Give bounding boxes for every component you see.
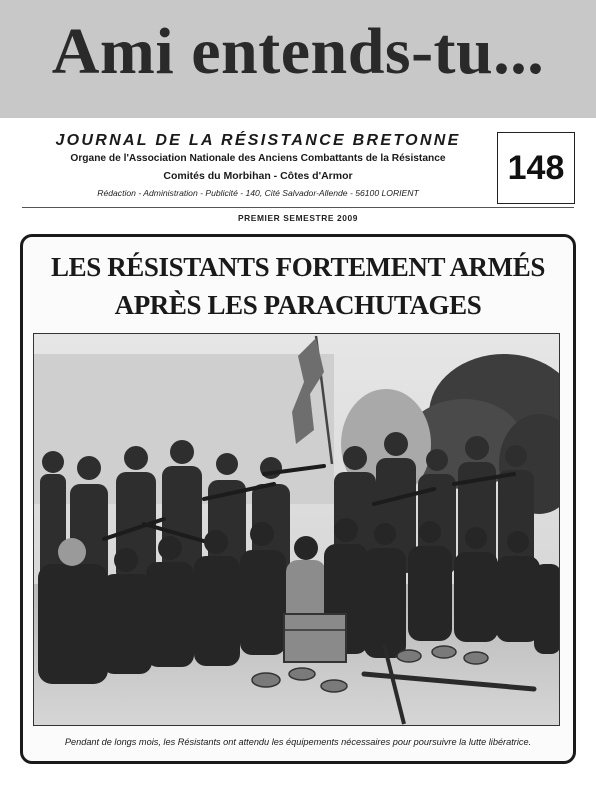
- semester-label: PREMIER SEMESTRE 2009: [237, 213, 359, 223]
- journal-title: JOURNAL DE LA RÉSISTANCE BRETONNE: [55, 132, 461, 149]
- organisation-line: Organe de l'Association Nationale des Anciens Combattants de la Résistance: [70, 153, 446, 164]
- issue-number-box: [497, 132, 575, 204]
- address-line: Rédaction - Administration - Publicité - 140, Cité Salvador-Allende - 56100 LORIENT: [97, 188, 419, 198]
- masthead-banner: [0, 0, 596, 118]
- crate-shape: [284, 614, 346, 662]
- issue-number: 148: [507, 148, 565, 187]
- article-photo: [33, 333, 560, 726]
- masthead-title: Ami entends-tu...: [51, 15, 545, 88]
- comites-line: Comités du Morbihan - Côtes d'Armor: [163, 170, 353, 182]
- photo-caption: Pendant de longs mois, les Résistants ont attendu les équipements nécessaires pour poursuivre la lutte libératrice.: [64, 737, 532, 747]
- headline-line-1: LES RÉSISTANTS FORTEMENT ARMÉS: [51, 252, 545, 282]
- header-divider: [22, 207, 574, 208]
- photo-illustration: [34, 334, 560, 726]
- headline-line-2: APRÈS LES PARACHUTAGES: [114, 290, 482, 320]
